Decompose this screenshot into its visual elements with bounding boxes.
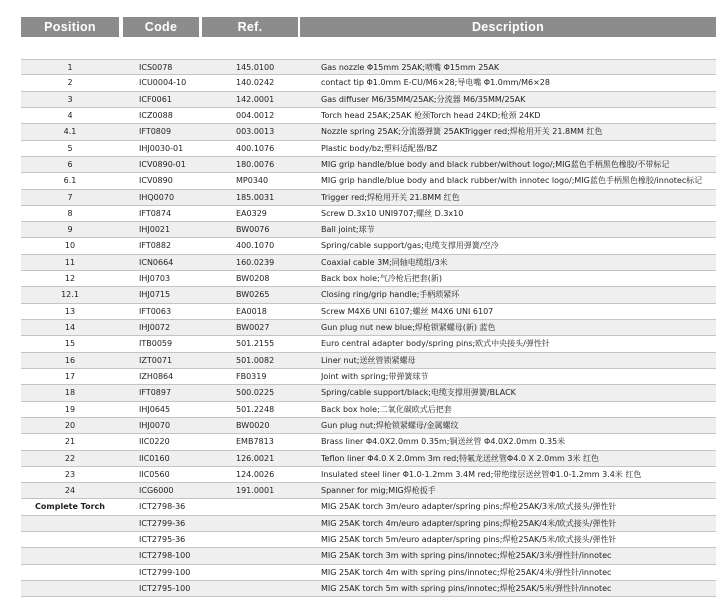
cell-position: 6 [67, 159, 73, 169]
cell-ref: EMB7813 [236, 437, 274, 447]
cell-code: IHJ0021 [139, 225, 171, 235]
cell-code: IHJ0072 [139, 323, 171, 332]
cell-position: 17 [64, 371, 76, 381]
table-row [21, 467, 716, 483]
cell-position: 19 [64, 404, 76, 414]
header-description: Description [300, 17, 716, 37]
table-row [21, 59, 716, 75]
table-row [21, 92, 716, 108]
table-row [21, 304, 716, 320]
cell-description: MIG 25AK torch 5m with spring pins/innotec;焊枪25AK/5米/弹性针/innotec [321, 584, 612, 593]
cell-code: ICN0664 [139, 257, 174, 267]
cell-position: 14 [64, 323, 76, 332]
cell-code: ICV0890-01 [139, 159, 186, 169]
cell-ref: 501.0082 [236, 355, 275, 365]
cell-position [21, 532, 119, 547]
cell-description: Euro central adapter body/spring pins;欧式中央接头/弹性针 [321, 339, 550, 349]
cell-ref [236, 532, 316, 547]
cell-ref: BW0020 [236, 420, 270, 430]
cell-code: ICT2795-36 [139, 535, 186, 545]
cell-code: IFT0809 [139, 127, 172, 137]
cell-ref: BW0208 [236, 274, 270, 284]
table-row [21, 238, 716, 254]
cell-ref: 126.0021 [236, 453, 275, 463]
cell-ref: 003.0013 [236, 127, 275, 137]
cell-ref: EA0018 [236, 306, 267, 316]
cell-code: IHJ0715 [139, 290, 171, 300]
cell-ref: BW0027 [236, 323, 270, 332]
table-row [21, 451, 716, 467]
cell-ref: 180.0076 [236, 159, 275, 169]
cell-description: Plastic body/bz;塑料适配器/BZ [321, 143, 438, 153]
cell-description: Coaxial cable 3M;同轴电缆组/3米 [321, 257, 448, 267]
cell-ref: 400.1070 [236, 241, 275, 251]
table-row [21, 369, 716, 385]
table-row [21, 418, 716, 434]
cell-description: contact tip Φ1.0mm E-CU/M6×28;导电嘴 Φ1.0mm/M6×28 [321, 78, 550, 88]
cell-description: Joint with spring;带弹簧球节 [321, 371, 429, 381]
table-row [21, 581, 716, 597]
cell-position: 8 [67, 208, 73, 218]
cell-ref: 140.0242 [236, 78, 275, 88]
cell-description: Gas nozzle Φ15mm 25AK;喷嘴 Φ15mm 25AK [321, 63, 500, 72]
table-row [21, 108, 716, 124]
cell-ref: FB0319 [236, 371, 267, 381]
cell-description: Torch head 25AK;25AK 枪颈Torch head 24KD;枪颈 24KD [321, 110, 541, 120]
table-row [21, 173, 716, 189]
table-row [21, 141, 716, 157]
cell-description: Teflon liner Φ4.0 X 2.0mm 3m red;特氟龙送丝管Φ4.0 X 2.0mm 3米 红色 [321, 453, 600, 463]
cell-ref: MP0340 [236, 176, 269, 186]
cell-ref: BW0265 [236, 290, 270, 300]
cell-ref [236, 499, 316, 514]
cell-ref: 185.0031 [236, 192, 275, 202]
cell-position: 21 [64, 437, 76, 447]
cell-ref: EA0329 [236, 208, 267, 218]
cell-ref: 124.0026 [236, 469, 275, 479]
cell-code: ICS0078 [139, 63, 173, 72]
table-row [21, 483, 716, 499]
table-row [21, 336, 716, 352]
cell-description: Gun plug nut;焊枪锁紧螺母/金属螺纹 [321, 420, 459, 430]
header-position: Position [21, 17, 119, 37]
cell-description: Spring/cable support/black;电缆支撑用弹簧/BLACK [321, 388, 516, 398]
cell-code: IHJ0645 [139, 404, 171, 414]
cell-code: IHQ0070 [139, 192, 175, 202]
cell-ref: 501.2248 [236, 404, 275, 414]
cell-code: ICZ0088 [139, 110, 173, 120]
cell-ref: 400.1076 [236, 143, 275, 153]
cell-description: MIG 25AK torch 3m/euro adapter/spring pins;焊枪25AK/3米/欧式接头/弹性针 [321, 502, 617, 512]
cell-position: 23 [64, 469, 76, 479]
cell-ref: BW0076 [236, 225, 270, 235]
cell-code: IIC0160 [139, 453, 170, 463]
cell-position [21, 516, 119, 531]
cell-description: Nozzle spring 25AK;分流器弹簧 25AKTrigger red;焊枪用开关 21.8MM 红色 [321, 127, 603, 137]
cell-description: Spring/cable support/gas;电缆支撑用弹簧/空冷 [321, 241, 499, 251]
table-row [21, 222, 716, 238]
cell-description: Trigger red;焊枪用开关 21.8MM 红色 [321, 192, 460, 202]
cell-position: 10 [64, 241, 76, 251]
cell-description: Ball joint;球节 [321, 225, 375, 235]
cell-description: Gun plug nut new blue;焊枪锁紧螺母(新) 蓝色 [321, 323, 496, 332]
table-row [21, 206, 716, 222]
cell-position: 9 [67, 225, 73, 235]
cell-ref [236, 581, 316, 596]
cell-code: IHJ0703 [139, 274, 171, 284]
cell-description: MIG grip handle/blue body and black rubber/without logo/;MIG蓝色手柄黑色橡胶/不带标记 [321, 159, 670, 169]
cell-description: MIG grip handle/blue body and black rubber/with innotec logo/;MIG蓝色手柄黑色橡胶/innotec标记 [321, 176, 703, 186]
cell-ref: 501.2155 [236, 339, 275, 349]
cell-code: ICF0061 [139, 94, 172, 104]
cell-code: IHJ0030-01 [139, 143, 184, 153]
table-row [21, 353, 716, 369]
cell-position: 4.1 [63, 127, 77, 137]
header-code: Code [123, 17, 199, 37]
cell-ref: 145.0100 [236, 63, 275, 72]
cell-position: 22 [64, 453, 76, 463]
cell-ref [236, 548, 316, 563]
cell-ref [236, 516, 316, 531]
table-row [21, 434, 716, 450]
cell-description: MIG 25AK torch 5m/euro adapter/spring pins;焊枪25AK/5米/欧式接头/弹性针 [321, 535, 617, 545]
cell-position [21, 548, 119, 563]
cell-code: IZH0864 [139, 371, 174, 381]
cell-description: Back box hole;二氧化碳欧式后把套 [321, 404, 452, 414]
table-row [21, 75, 716, 91]
cell-description: MIG 25AK torch 4m with spring pins/innotec;焊枪25AK/4米/弹性针/innotec [321, 567, 612, 577]
cell-position: 24 [64, 486, 76, 496]
cell-code: IHJ0070 [139, 420, 171, 430]
cell-position [21, 581, 119, 596]
cell-position: 4 [67, 110, 73, 120]
cell-description: Spanner for mig;MIG焊枪扳手 [321, 486, 436, 496]
table-row [21, 255, 716, 271]
cell-position: 11 [64, 257, 76, 267]
cell-position: 13 [64, 306, 76, 316]
cell-position: 2 [67, 78, 73, 88]
table-row [21, 124, 716, 140]
cell-description: Screw M4X6 UNI 6107;螺丝 M4X6 UNI 6107 [321, 306, 494, 316]
table-row [21, 402, 716, 418]
cell-ref: 142.0001 [236, 94, 275, 104]
table-row [21, 271, 716, 287]
cell-position: Complete Torch [35, 502, 105, 512]
header-ref: Ref. [202, 17, 298, 37]
cell-description: MIG 25AK torch 3m with spring pins/innotec;焊枪25AK/3米/弹性针/innotec [321, 551, 612, 561]
cell-description: Gas diffuser M6/35MM/25AK;分流器 M6/35MM/25AK [321, 94, 526, 104]
cell-position: 12 [64, 274, 76, 284]
cell-description: Closing ring/grip handle;手柄琐紧环 [321, 290, 460, 300]
cell-position: 7 [67, 192, 73, 202]
table-row [21, 516, 716, 532]
cell-code: IIC0220 [139, 437, 170, 447]
cell-code: ICT2799-36 [139, 518, 186, 528]
cell-position: 16 [64, 355, 76, 365]
cell-description: Insulated steel liner Φ1.0-1.2mm 3.4M red;带绝缘层送丝管Φ1.0-1.2mm 3.4米 红色 [321, 469, 642, 479]
cell-code: IFT0874 [139, 208, 172, 218]
table-row [21, 548, 716, 564]
cell-position: 18 [64, 388, 76, 398]
cell-description: Liner nut;送丝管锁紧螺母 [321, 355, 416, 365]
table-row [21, 385, 716, 401]
cell-position: 6.1 [63, 176, 77, 186]
table-row [21, 320, 716, 336]
cell-ref: 500.0225 [236, 388, 275, 398]
table-row [21, 190, 716, 206]
cell-position: 1 [67, 63, 73, 72]
table-row [21, 565, 716, 581]
cell-code: ITB0059 [139, 339, 173, 349]
cell-description: Screw D.3x10 UNI9707;螺丝 D.3x10 [321, 208, 464, 218]
cell-position: 12.1 [61, 290, 79, 300]
cell-description: MIG 25AK torch 4m/euro adapter/spring pins;焊枪25AK/4米/欧式接头/弹性针 [321, 518, 617, 528]
cell-ref: 004.0012 [236, 110, 275, 120]
cell-position [21, 565, 119, 580]
cell-position: 15 [64, 339, 76, 349]
cell-code: IZT0071 [139, 355, 173, 365]
cell-description: Back box hole;气冷枪后把套(新) [321, 274, 443, 284]
cell-code: ICT2798-100 [139, 551, 191, 561]
table-row [21, 532, 716, 548]
table-row [21, 287, 716, 303]
cell-ref: 191.0001 [236, 486, 275, 496]
cell-position: 5 [67, 143, 73, 153]
table-row [21, 157, 716, 173]
cell-position: 20 [64, 420, 76, 430]
parts-table [21, 59, 716, 597]
cell-description: Brass liner Φ4.0X2.0mm 0.35m;铜送丝管 Φ4.0X2.0mm 0.35米 [321, 437, 566, 447]
cell-code: IFT0882 [139, 241, 172, 251]
cell-ref: 160.0239 [236, 257, 275, 267]
table-row [21, 499, 716, 515]
cell-ref [236, 565, 316, 580]
cell-code: ICG6000 [139, 486, 174, 496]
cell-code: ICU0004-10 [139, 78, 187, 88]
cell-code: IFT0063 [139, 306, 172, 316]
cell-code: ICV0890 [139, 176, 173, 186]
cell-code: IIC0560 [139, 469, 170, 479]
cell-code: ICT2795-100 [139, 584, 191, 593]
cell-code: ICT2799-100 [139, 567, 191, 577]
cell-code: ICT2798-36 [139, 502, 186, 512]
cell-code: IFT0897 [139, 388, 172, 398]
cell-position: 3 [67, 94, 73, 104]
